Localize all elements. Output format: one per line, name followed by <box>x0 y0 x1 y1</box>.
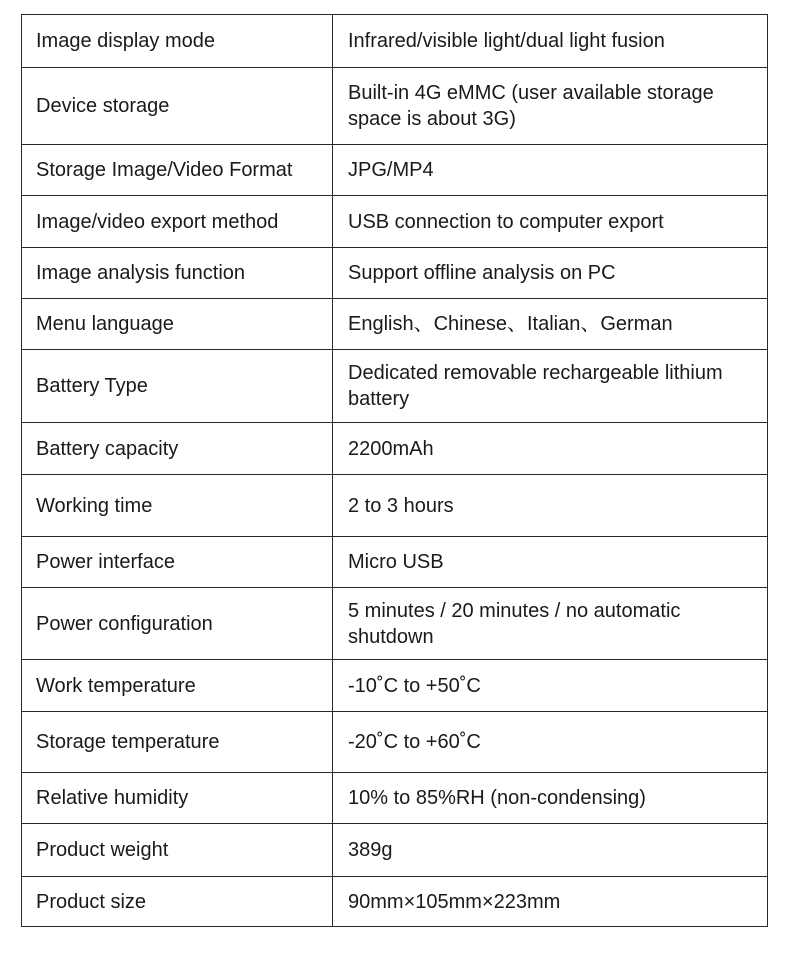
spec-value-power-interface: Micro USB <box>333 537 768 588</box>
spec-value-product-weight: 389g <box>333 824 768 877</box>
spec-label-device-storage: Device storage <box>22 68 333 145</box>
spec-value-storage-format: JPG/MP4 <box>333 145 768 196</box>
spec-value-device-storage: Built-in 4G eMMC (user available storage space is about 3G) <box>333 68 768 145</box>
table-row <box>22 68 768 145</box>
spec-value-battery-type: Dedicated removable rechargeable lithium battery <box>333 350 768 423</box>
spec-label-image-display-mode: Image display mode <box>22 15 333 68</box>
spec-label-product-weight: Product weight <box>22 824 333 877</box>
table-row <box>22 588 768 660</box>
table-row <box>22 660 768 712</box>
spec-label-power-configuration: Power configuration <box>22 588 333 660</box>
spec-value-image-display-mode: Infrared/visible light/dual light fusion <box>333 15 768 68</box>
spec-value-working-time: 2 to 3 hours <box>333 475 768 537</box>
spec-value-relative-humidity: 10% to 85%RH (non-condensing) <box>333 773 768 824</box>
table-row <box>22 877 768 927</box>
table-row <box>22 537 768 588</box>
table-row <box>22 475 768 537</box>
spec-label-menu-language: Menu language <box>22 299 333 350</box>
spec-label-working-time: Working time <box>22 475 333 537</box>
spec-value-menu-language: English、Chinese、Italian、German <box>333 299 768 350</box>
specification-table <box>21 14 768 927</box>
specification-table-body <box>22 15 768 927</box>
table-row <box>22 248 768 299</box>
spec-value-battery-capacity: 2200mAh <box>333 423 768 475</box>
spec-value-product-size: 90mm×105mm×223mm <box>333 877 768 927</box>
spec-label-battery-capacity: Battery capacity <box>22 423 333 475</box>
spec-value-export-method: USB connection to computer export <box>333 196 768 248</box>
table-row <box>22 196 768 248</box>
spec-label-power-interface: Power interface <box>22 537 333 588</box>
table-row <box>22 15 768 68</box>
table-row <box>22 712 768 773</box>
spec-label-storage-format: Storage Image/Video Format <box>22 145 333 196</box>
spec-label-storage-temperature: Storage temperature <box>22 712 333 773</box>
spec-value-image-analysis: Support offline analysis on PC <box>333 248 768 299</box>
spec-label-work-temperature: Work temperature <box>22 660 333 712</box>
spec-value-work-temperature: -10˚C to +50˚C <box>333 660 768 712</box>
table-row <box>22 350 768 423</box>
table-row <box>22 773 768 824</box>
table-row <box>22 423 768 475</box>
table-row <box>22 145 768 196</box>
table-row <box>22 299 768 350</box>
spec-label-battery-type: Battery Type <box>22 350 333 423</box>
spec-value-storage-temperature: -20˚C to +60˚C <box>333 712 768 773</box>
spec-label-image-analysis: Image analysis function <box>22 248 333 299</box>
spec-label-export-method: Image/video export method <box>22 196 333 248</box>
table-row <box>22 824 768 877</box>
spec-label-relative-humidity: Relative humidity <box>22 773 333 824</box>
spec-value-power-configuration: 5 minutes / 20 minutes / no automatic shutdown <box>333 588 768 660</box>
spec-label-product-size: Product size <box>22 877 333 927</box>
